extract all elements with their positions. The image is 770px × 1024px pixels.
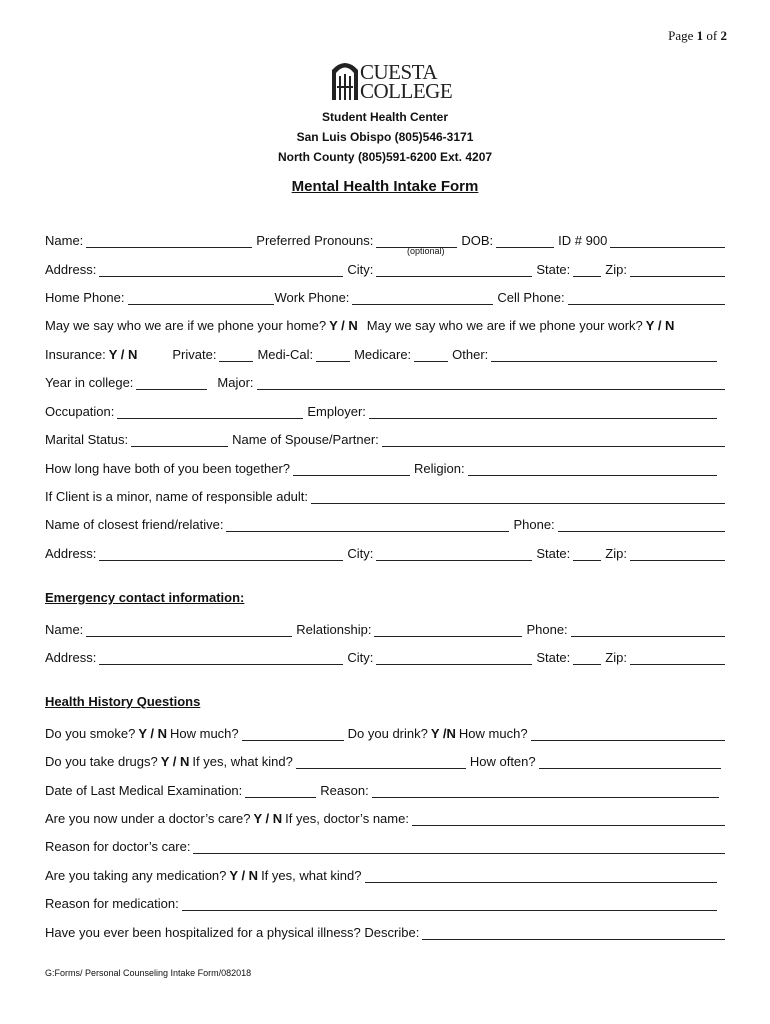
private-label: Private: [172, 347, 217, 362]
smoke-yn[interactable]: Y / N [138, 726, 167, 741]
health-section-title: Health History Questions [45, 694, 201, 709]
medical-field[interactable] [316, 347, 350, 362]
drugs-kind-label: If yes, what kind? [192, 754, 293, 769]
other-field[interactable] [491, 347, 717, 362]
home-phone-label: Home Phone: [45, 290, 125, 305]
emergency-zip-label: Zip: [605, 650, 627, 665]
row-emergency-name [45, 617, 725, 637]
row-medication-reason [45, 891, 725, 911]
friend-address-label: Address: [45, 546, 97, 561]
relationship-field[interactable] [374, 622, 522, 637]
together-field[interactable] [293, 461, 410, 476]
doctor-care-yn[interactable]: Y / N [253, 811, 283, 826]
medical-label: Medi-Cal: [257, 347, 314, 362]
smoke-amount-field[interactable] [242, 726, 344, 741]
zip-field[interactable] [630, 262, 725, 277]
page-number [0, 28, 727, 44]
major-field[interactable] [257, 375, 725, 390]
friend-zip-field[interactable] [630, 546, 725, 561]
footer-text: G:Forms/ Personal Counseling Intake Form/082018 [45, 968, 252, 978]
pronouns-label: Preferred Pronouns: [256, 233, 374, 248]
drink-yn[interactable]: Y /N [430, 726, 456, 741]
hospitalized-field[interactable] [422, 925, 725, 940]
friend-state-field[interactable] [573, 546, 601, 561]
dob-field[interactable] [496, 233, 554, 248]
page-of: of [706, 28, 718, 43]
dob-label: DOB: [461, 233, 494, 248]
emergency-state-label: State: [536, 650, 571, 665]
smoke-label: Do you smoke? [45, 726, 136, 741]
drink-amount-field[interactable] [531, 726, 725, 741]
emergency-phone-label: Phone: [526, 622, 568, 637]
row-friend-address [45, 541, 725, 561]
say-home-yn[interactable]: Y / N [329, 318, 358, 333]
logo-text-line1: CUESTA [360, 60, 437, 84]
header-line-3: North County (805)591-6200 Ext. 4207 [277, 150, 493, 164]
say-work-yn[interactable]: Y / N [645, 318, 675, 333]
page-label: Page [668, 28, 694, 43]
medication-kind-label: If yes, what kind? [261, 868, 362, 883]
year-label: Year in college: [45, 375, 134, 390]
emergency-city-label: City: [347, 650, 374, 665]
medication-kind-field[interactable] [365, 868, 717, 883]
city-field[interactable] [376, 262, 532, 277]
emergency-section-title: Emergency contact information: [45, 590, 245, 605]
last-exam-label: Date of Last Medical Examination: [45, 783, 243, 798]
occupation-label: Occupation: [45, 404, 115, 419]
header-line-1: Student Health Center [321, 110, 448, 124]
friend-city-label: City: [347, 546, 374, 561]
emergency-name-field[interactable] [86, 622, 292, 637]
row-occupation [45, 399, 725, 419]
row-address [45, 257, 725, 277]
exam-reason-field[interactable] [372, 783, 719, 798]
other-label: Other: [452, 347, 489, 362]
emergency-phone-field[interactable] [571, 622, 725, 637]
friend-address-field[interactable] [99, 546, 343, 561]
spouse-field[interactable] [382, 432, 725, 447]
row-phones [45, 285, 725, 305]
row-minor [45, 484, 725, 504]
emergency-city-field[interactable] [376, 650, 532, 665]
last-exam-field[interactable] [245, 783, 316, 798]
row-college [45, 370, 725, 390]
exam-reason-label: Reason: [320, 783, 369, 798]
name-field[interactable] [86, 233, 252, 248]
friend-field[interactable] [226, 517, 509, 532]
medicare-field[interactable] [414, 347, 448, 362]
drink-amount-label: How much? [458, 726, 528, 741]
work-phone-label: Work Phone: [274, 290, 350, 305]
doctor-care-label: Are you now under a doctor’s care? [45, 811, 251, 826]
friend-label: Name of closest friend/relative: [45, 517, 224, 532]
private-field[interactable] [219, 347, 253, 362]
row-smoke-drink [45, 721, 725, 741]
relationship-label: Relationship: [296, 622, 372, 637]
doctor-reason-field[interactable] [193, 839, 725, 854]
row-marital [45, 427, 725, 447]
address-field[interactable] [99, 262, 343, 277]
say-home-label: May we say who we are if we phone your home? [45, 318, 327, 333]
minor-field[interactable] [311, 489, 725, 504]
emergency-name-label: Name: [45, 622, 84, 637]
doctor-reason-label: Reason for doctor’s care: [45, 839, 191, 854]
major-label: Major: [217, 375, 254, 390]
state-field[interactable] [573, 262, 601, 277]
employer-field[interactable] [369, 404, 717, 419]
insurance-yn[interactable]: Y / N [108, 347, 138, 362]
row-together [45, 456, 725, 476]
row-last-exam [45, 778, 725, 798]
row-emergency-address [45, 645, 725, 665]
row-medication [45, 863, 725, 883]
cell-phone-field[interactable] [568, 290, 725, 305]
row-hospitalized [45, 920, 725, 940]
row-doctor-reason [45, 834, 725, 854]
name-label: Name: [45, 233, 84, 248]
doctor-name-label: If yes, doctor’s name: [285, 811, 409, 826]
logo-text-line2: COLLEGE [360, 79, 453, 103]
row-drugs [45, 749, 725, 769]
emergency-address-label: Address: [45, 650, 97, 665]
cell-phone-label: Cell Phone: [497, 290, 565, 305]
id-field[interactable] [610, 233, 725, 248]
address-label: Address: [45, 262, 97, 277]
friend-city-field[interactable] [376, 546, 532, 561]
row-friend [45, 512, 725, 532]
friend-zip-label: Zip: [605, 546, 627, 561]
row-permission [45, 313, 725, 333]
friend-state-label: State: [536, 546, 571, 561]
row-doctor-care [45, 806, 725, 826]
building-icon [330, 56, 360, 102]
marital-field[interactable] [131, 432, 228, 447]
drugs-often-field[interactable] [539, 754, 721, 769]
religion-label: Religion: [414, 461, 465, 476]
college-logo [330, 56, 453, 104]
work-phone-field[interactable] [352, 290, 493, 305]
doctor-name-field[interactable] [412, 811, 725, 826]
drugs-yn[interactable]: Y / N [160, 754, 190, 769]
occupation-field[interactable] [117, 404, 303, 419]
row-name [45, 228, 725, 248]
id-label: ID # 900 [558, 233, 608, 248]
religion-field[interactable] [468, 461, 717, 476]
medication-label: Are you taking any medication? [45, 868, 227, 883]
emergency-state-field[interactable] [573, 650, 601, 665]
page-current: 1 [696, 28, 704, 43]
employer-label: Employer: [307, 404, 366, 419]
marital-label: Marital Status: [45, 432, 129, 447]
insurance-label: Insurance: [45, 347, 106, 362]
drink-label: Do you drink? [347, 726, 428, 741]
emergency-address-field[interactable] [99, 650, 343, 665]
friend-phone-label: Phone: [513, 517, 555, 532]
medicare-label: Medicare: [354, 347, 412, 362]
zip-label: Zip: [605, 262, 627, 277]
pronouns-optional-note: (optional) [407, 246, 445, 256]
drugs-kind-field[interactable] [296, 754, 466, 769]
state-label: State: [536, 262, 571, 277]
header-line-2: San Luis Obispo (805)546-3171 [296, 130, 474, 144]
drugs-label: Do you take drugs? [45, 754, 158, 769]
drugs-often-label: How often? [469, 754, 536, 769]
together-label: How long have both of you been together? [45, 461, 291, 476]
emergency-zip-field[interactable] [630, 650, 725, 665]
home-phone-field[interactable] [128, 290, 274, 305]
city-label: City: [347, 262, 374, 277]
medication-yn[interactable]: Y / N [229, 868, 259, 883]
smoke-amount-label: How much? [170, 726, 239, 741]
minor-label: If Client is a minor, name of responsible adult: [45, 489, 309, 504]
friend-phone-field[interactable] [558, 517, 725, 532]
medication-reason-label: Reason for medication: [45, 896, 179, 911]
say-work-label: May we say who we are if we phone your work? [366, 318, 643, 333]
medication-reason-field[interactable] [182, 896, 717, 911]
spouse-label: Name of Spouse/Partner: [232, 432, 379, 447]
page-total: 2 [720, 28, 727, 43]
hospitalized-label: Have you ever been hospitalized for a physical illness? Describe: [45, 925, 420, 940]
row-insurance [45, 342, 725, 362]
year-field[interactable] [136, 375, 207, 390]
form-title: Mental Health Intake Form [291, 178, 479, 195]
